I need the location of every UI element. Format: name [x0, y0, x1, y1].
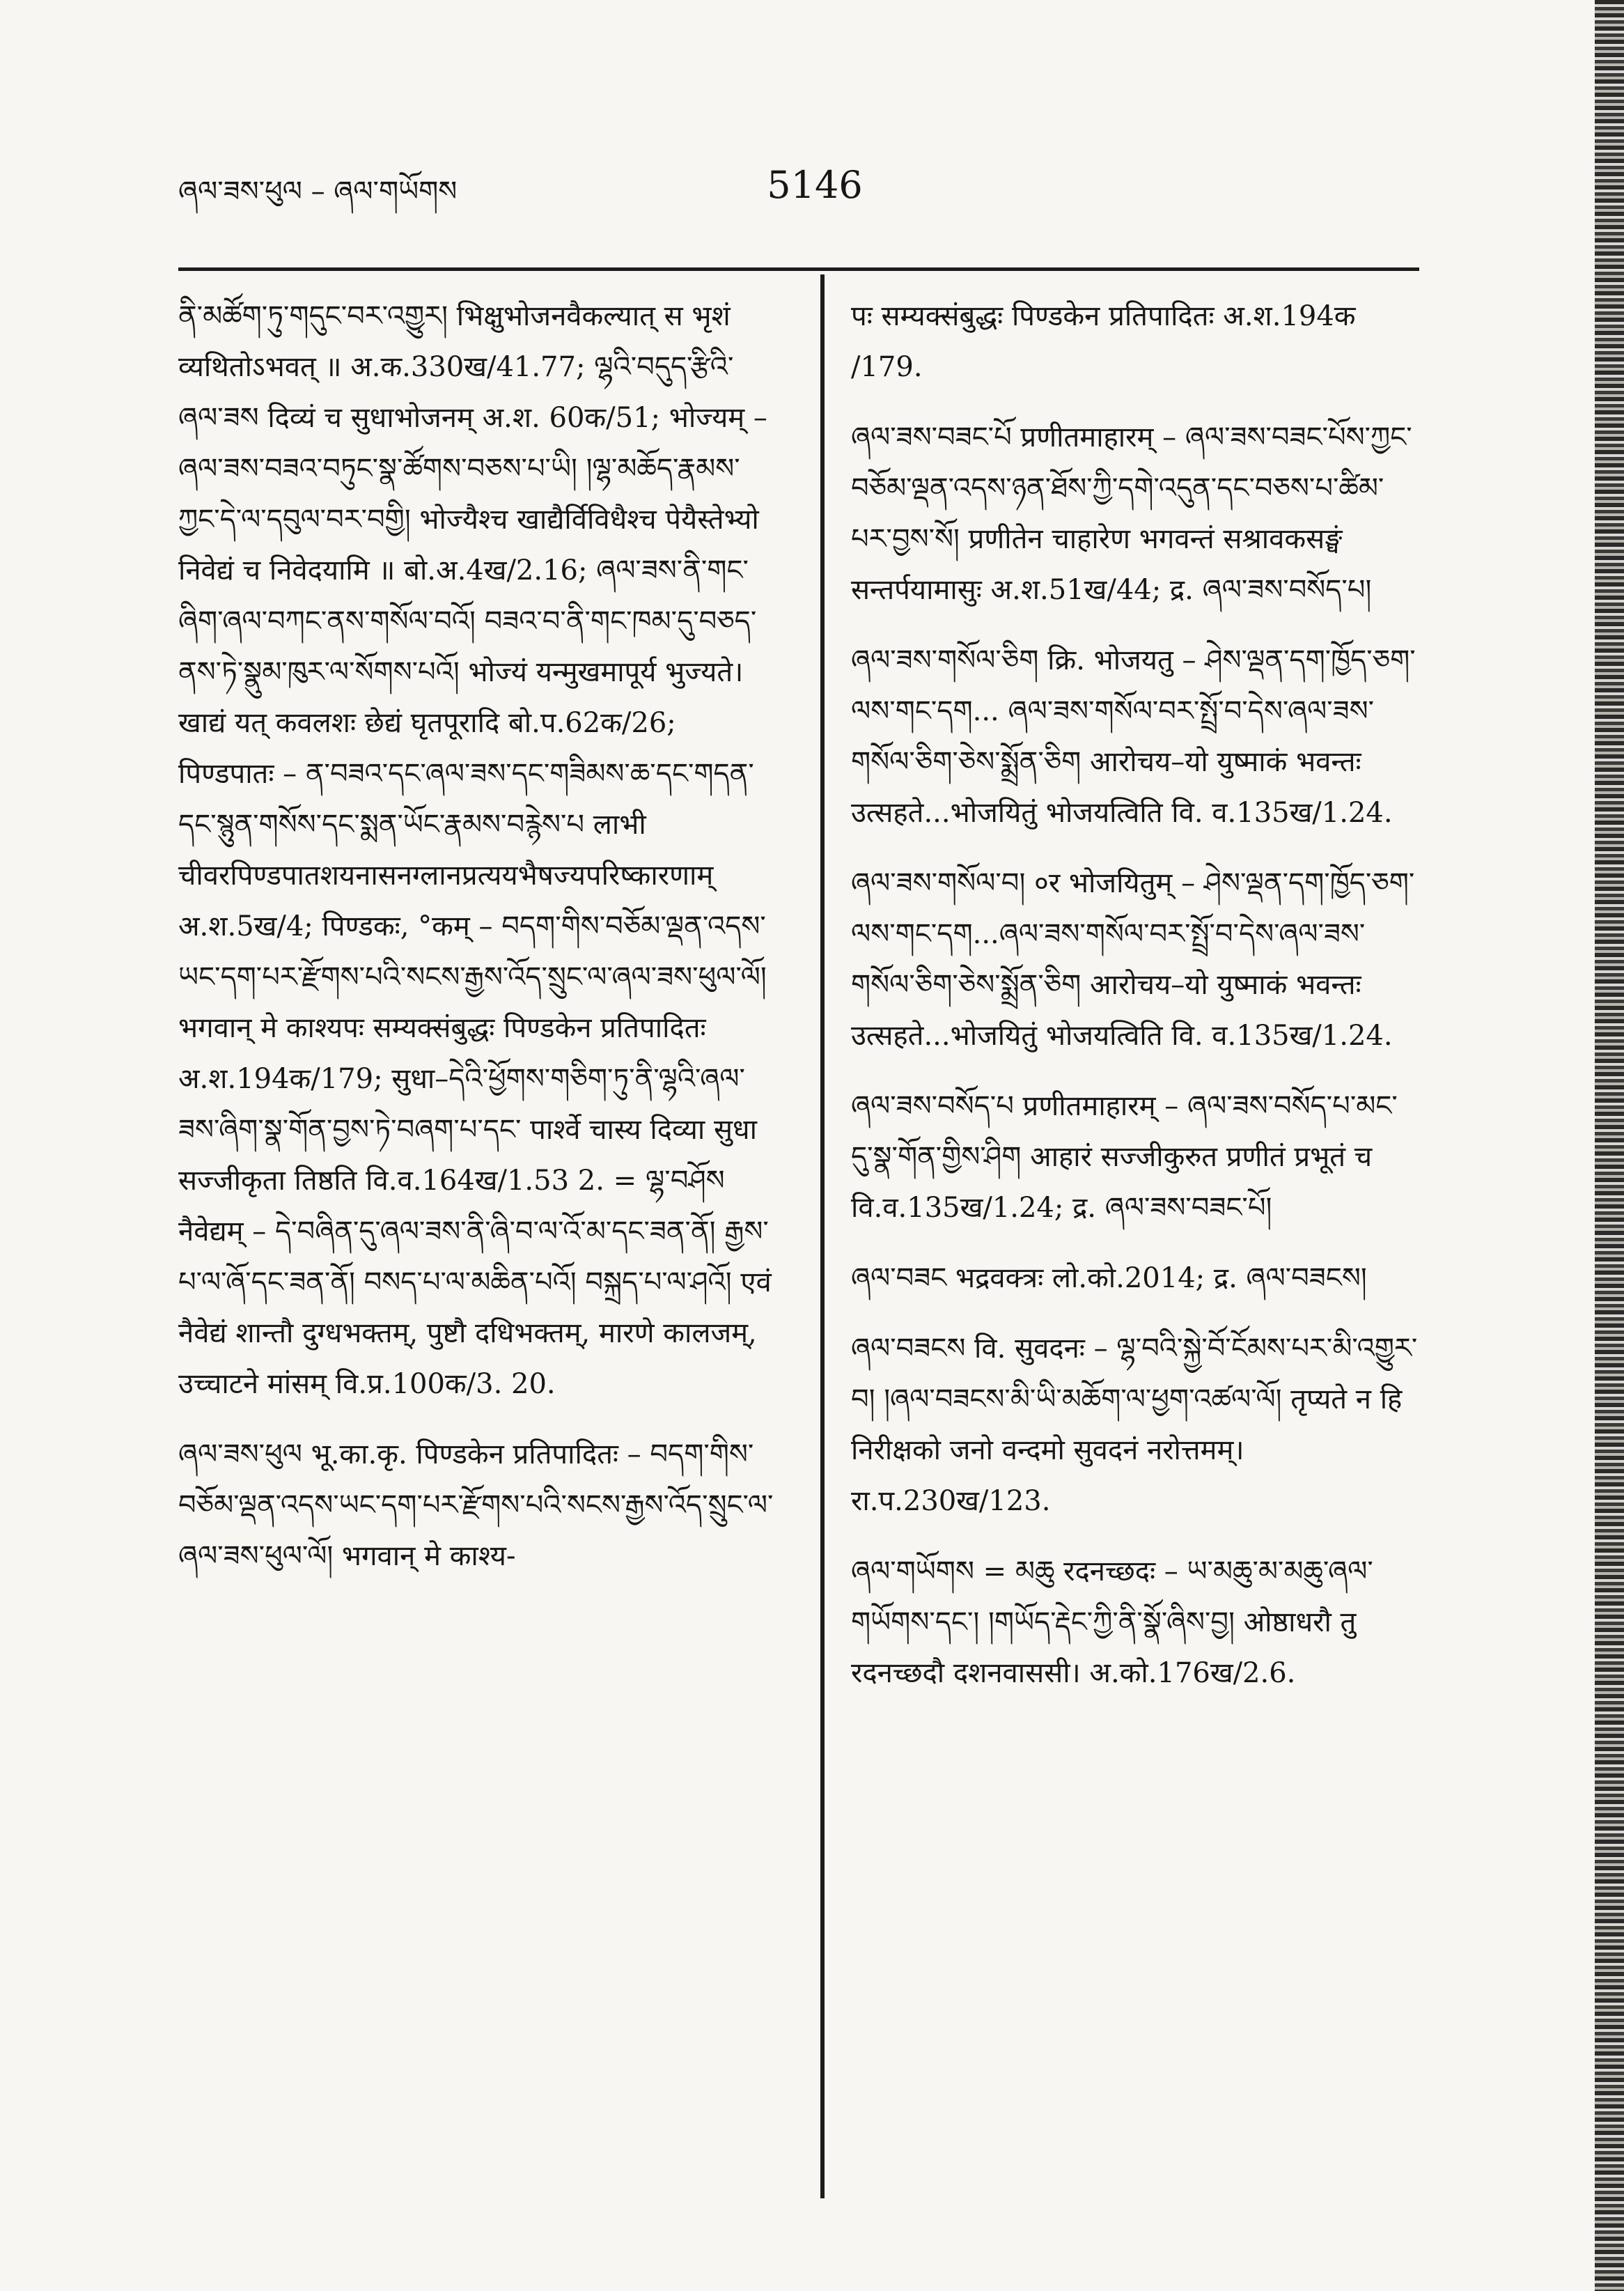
top-rule [178, 267, 1419, 271]
dictionary-entry: ཞལ་ཟས་བསོད་པ प्रणीतमाहारम् – ཞལ་ཟས་བསོད་པ་མང་དུ་སྣ་གོན་གྱིས་ཤིག आहारं सज्जीकुरुत प्रणीतं प्रभूतं च वि.व.135ख/1.24; द्र. ཞལ་ཟས་བཟང་པོ། [851, 1090, 1398, 1224]
running-head: ཞལ་ཟས་ཕུལ – ཞལ་གཡོགས [178, 176, 458, 208]
dictionary-entry: ཞལ་ཟས་ཕུལ भू.का.कृ. पिण्डकेन प्रतिपादितः – བདག་གིས་བཅོམ་ལྡན་འདས་ཡང་དག་པར་རྫོགས་པའི་སངས་རྒྱས་འོད་སྲུང་ལ་ཞལ་ཟས་ཕུལ་ལོ། भगवान् मे काश्य- [178, 1438, 774, 1572]
dictionary-entry: ཞལ་བཟངས वि. सुवदनः – ལྷ་བའི་སྐྱེ་བོ་ངོམས་པར་མི་འགྱུར་བ། །ཞལ་བཟངས་མི་ཡི་མཆོག་ལ་ཕྱག་འཚལ་ལོ། तृप्यते न हि निरीक्षको जनो वन्दमो सुवदनं नरोत्तमम्। रा.प.230ख/123. [851, 1333, 1418, 1517]
dictionary-entry: ཞལ་བཟང भद्रवक्त्रः लो.को.2014; द्र. ཞལ་བཟངས། [851, 1262, 1367, 1294]
dictionary-entry: ནི་མཚོག་ཏུ་གདུང་བར་འགྱུར། भिक्षुभोजनवैकल्यात् स भृशं व्यथितोऽभवत् ॥ अ.क.330ख/41.77; ལྷའི་བདུད་རྩིའི་ཞལ་ཟས दिव्यं च सुधाभोजनम् अ.श. 60क/51; भोज्यम् – ཞལ་ཟས་བཟའ་བཏུང་སྣ་ཚོགས་བཅས་པ་ཡི། །ལྷ་མཆོད་རྣམས་ཀྱང་དེ་ལ་དབུལ་བར་བགྱི། भोज्यैश्च खाद्यैर्विविधैश्च पेयैस्तेभ्यो निवेद्यं च निवेदयामि ॥ बो.अ.4ख/2.16; ཞལ་ཟས་ནི་གང་ཞིག་ཞལ་བཀང་ནས་གསོལ་བའོ། བཟའ་བ་ནི་གང་ཁམ་དུ་བཅད་ནས་ཏེ་སྣུམ་ཁུར་ལ་སོགས་པའོ། भोज्यं यन्मुखमापूर्य भुज्यते। खाद्यं यत् कवलशः छेद्यं घृतपूरादि बो.प.62क/26; पिण्डपातः – ན་བཟའ་དང་ཞལ་ཟས་དང་གཟིམས་ཆ་དང་གདན་དང་སྙུན་གསོས་དང་སྨན་ཡོང་རྣམས་བརྙེས་པ लाभी चीवरपिण्डपातशयनासनग्लानप्रत्ययभैषज्यपरिष्कारणाम् अ.श.5ख/4; पिण्डकः, °कम् – བདག་གིས་བཅོམ་ལྡན་འདས་ཡང་དག་པར་རྫོགས་པའི་སངས་རྒྱས་འོད་སྲུང་ལ་ཞལ་ཟས་ཕུལ་ལོ། भगवान् मे काश्यपः सम्यक्संबुद्धः पिण्डकेन प्रतिपादितः अ.श.194क/179; सुधा–དེའི་ཕྱོགས་གཅིག་ཏུ་ནི་ལྷའི་ཞལ་ཟས་ཞིག་སྣ་གོན་བྱས་ཏེ་བཞག་པ་དང་ पार्श्वे चास्य दिव्या सुधा सज्जीकृता तिष्ठति वि.व.164ख/1.53 2. = ལྷ་བཤོས नैवेद्यम् – དེ་བཞིན་དུ་ཞལ་ཟས་ནི་ཞི་བ་ལ་འོ་མ་དང་ཟན་ནོ། རྒྱས་པ་ལ་ཞོ་དང་ཟན་ནོ། བསད་པ་ལ་མཆིན་པའོ། བསྐྲད་པ་ལ་ཤའོ། एवं नैवेद्यं शान्तौ दुग्धभक्तम्, पुष्टौ दधिभक्तम्, मारणे कालजम्, उच्चाटने मांसम् वि.प्र.100क/3. 20. [178, 300, 772, 1400]
dictionary-entry: ཞལ་ཟས་གསོལ་བ། ०र भोजयितुम् – ཤེས་ལྡན་དག་ཁྱོད་ཅག་ལས་གང་དག...ཞལ་ཟས་གསོལ་བར་སྤྲོ་བ་དེས་ཞལ་ཟས་གསོལ་ཅིག་ཅེས་སྨྲོན་ཅིག आरोचय–यो युष्माकं भवन्तः उत्सहते...भोजयितुं भोजयत्विति वि. व.135ख/1.24. [851, 867, 1415, 1052]
dictionary-entry: ཞལ་གཡོགས = མཆུ रदनच्छदः – ཡ་མཆུ་མ་མཆུ་ཞལ་གཡོགས་དང་། །གཡོད་རྡེང་ཀྱི་ནི་སྣོ་ཞིས་བྱ། ओष्ठाधरौ तु रदनच्छदौ दशनवाससी। अ.को.176ख/2.6. [851, 1555, 1373, 1689]
dictionary-entry: ཞལ་ཟས་གསོལ་ཅིག क्रि. भोजयतु – ཤེས་ལྡན་དག་ཁྱོད་ཅག་ལས་གང་དག... ཞལ་ཟས་གསོལ་བར་སྤྲོ་བ་དེས་ཞལ་ཟས་གསོལ་ཅིག་ཅེས་སྨྲོན་ཅིག आरोचय–यो युष्माकं भवन्तः उत्सहते...भोजयितुं भोजयत्विति वि. व.135ख/1.24. [851, 644, 1416, 829]
dictionary-entry: ཞལ་ཟས་བཟང་པོ प्रणीतमाहारम् – ཞལ་ཟས་བཟང་པོས་ཀྱང་བཅོམ་ལྡན་འདས་ཉན་ཐོས་ཀྱི་དགེ་འདུན་དང་བཅས་པ་ཚིམ་པར་བྱས་སོ། प्रणीतेन चाहारेण भगवन्तं सश्रावकसङ्घं सन्तर्पयामासुः अ.श.51ख/44; द्र. ཞལ་ཟས་བསོད་པ། [851, 421, 1412, 606]
left-column [178, 291, 777, 1601]
dictionary-entry: पः सम्यक्संबुद्धः पिण्डकेन प्रतिपादितः अ.श.194क /179. [851, 300, 1356, 383]
right-column [851, 291, 1418, 1718]
page-number: 5146 [767, 163, 863, 207]
scan-edge [1595, 0, 1624, 2291]
column-divider [820, 274, 825, 2198]
